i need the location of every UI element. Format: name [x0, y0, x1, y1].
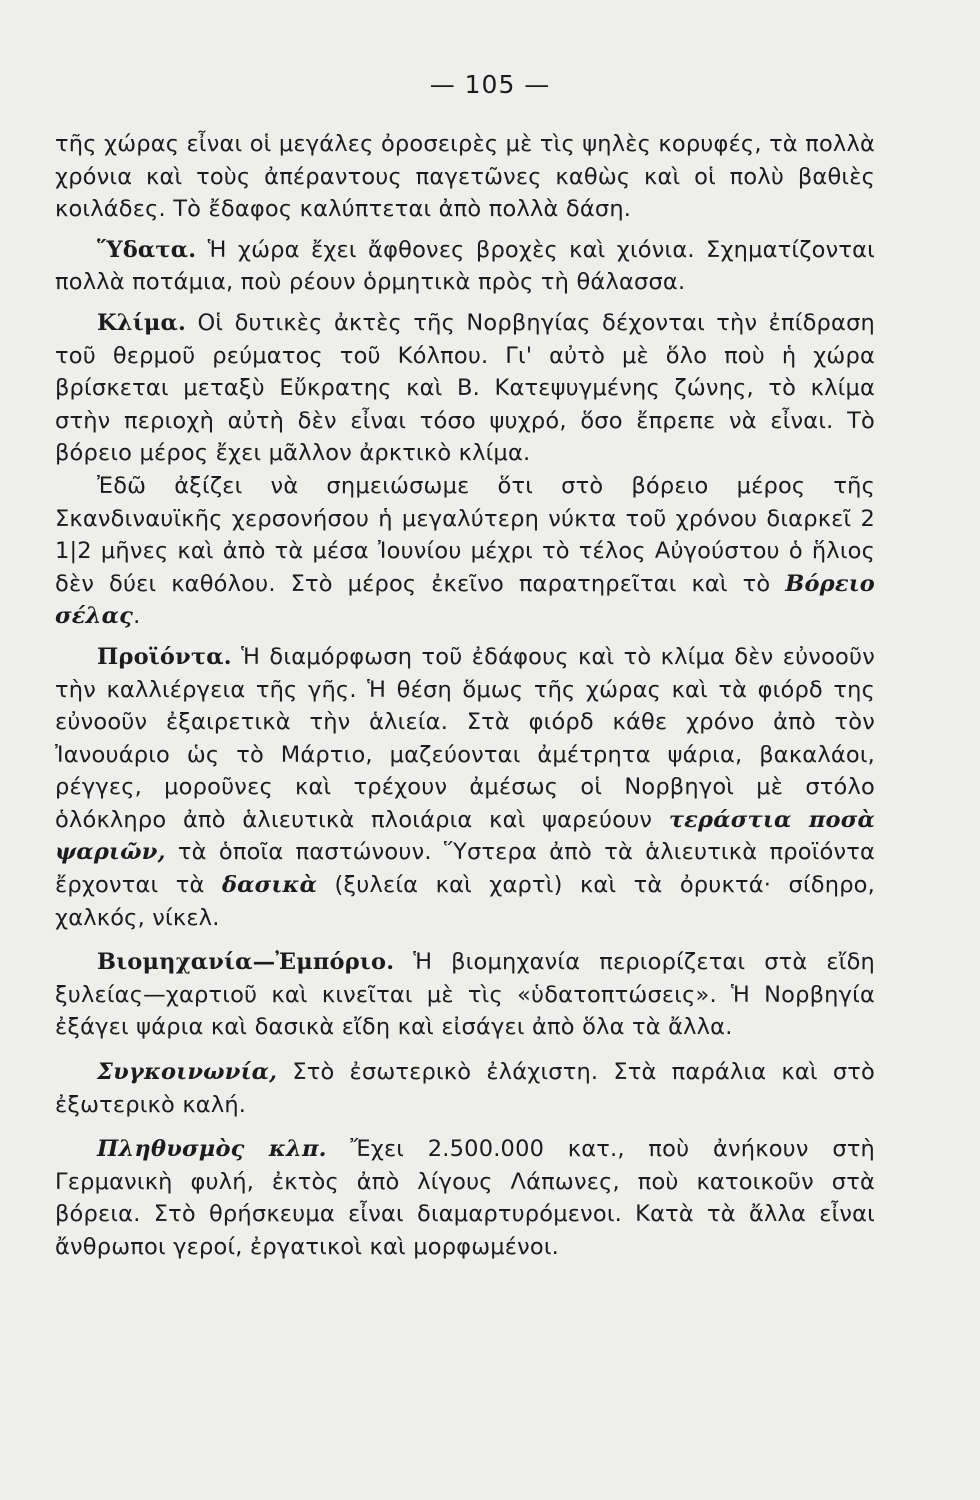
paragraph-climate-note-tail: .	[133, 603, 141, 630]
section-heading-products: Προϊόντα.	[97, 643, 232, 670]
paragraph-products	[55, 641, 875, 934]
section-heading-industry: Βιομηχανία—Ἐμπόριο.	[97, 949, 395, 976]
paragraph-population-text: Ἔχει 2.500.000 κατ., ποὺ ἀνήκουν στὴ Γερμανικὴ φυλή, ἐκτὸς ἀπὸ λίγους Λάπωνες, ποὺ κατοικοῦν στὰ βόρεια. Στὸ θρήσκευμα εἶναι διαμαρτυρόμενοι. Κατὰ τὰ ἄλλα εἶναι ἄνθρωποι γεροί, ἐργατικοὶ καὶ μορφωμένοι.	[55, 1136, 875, 1260]
emphasis-fish-quantities: τεράστια ποσὰ ψαριῶν,	[55, 806, 875, 866]
paragraph-climate-note	[55, 470, 875, 633]
page-number: — 105 —	[429, 70, 551, 99]
paragraph-population	[55, 1133, 875, 1263]
section-heading-population: Πληθυσμὸς κλπ.	[97, 1136, 327, 1163]
paragraph-products-text-2: τὰ ὁποῖα παστώνουν. Ὕστερα ἀπὸ τὰ ἁλιευτικὰ προϊόντα ἔρχονται τὰ	[55, 839, 875, 899]
body-text	[55, 128, 875, 1264]
paragraph-waters-text: Ἡ χώρα ἔχει ἄφθονες βροχὲς καὶ χιόνια. Σχηματίζονται πολλὰ ποτάμια, ποὺ ρέουν ὁρμητικὰ πρὸς τὴ θάλασσα.	[55, 236, 875, 296]
paragraph-products-text: Ἡ διαμόρφωση τοῦ ἐδάφους καὶ τὸ κλίμα δὲν εὐνοοῦν τὴν καλλιέργεια τῆς γῆς. Ἡ θέση ὅμως τῆς χώρας καὶ τὰ φιόρδ της εὐνοοῦν ἐξαιρετικὰ τὴν ἁλιεία. Στὰ φιόρδ κάθε χρόνο ἀπὸ τὸν Ἰανουάριο ὡς τὸ Μάρτιο, μαζεύονται ἀμέτρητα ψάρια, βακαλάοι, ρέγγες, μοροῦνες καὶ τρέχουν ἀμέσως οἱ Νορβηγοὶ μὲ στόλο ὁλόκληρο ἀπὸ ἁλιευτικὰ πλοιάρια καὶ ψαρεύουν	[55, 643, 875, 833]
emphasis-northern-lights: Βόρειο σέλας	[55, 570, 875, 630]
section-heading-transport: Συγκοινωνία,	[97, 1059, 278, 1086]
paragraph-climate-note-text: Ἐδῶ ἀξίζει νὰ σημειώσωμε ὅτι στὸ βόρειο μέρος τῆς Σκανδιναυϊκῆς χερσονήσου ἡ μεγαλύτερη νύκτα τοῦ χρόνου διαρκεῖ 2 1|2 μῆνες καὶ ἀπὸ τὰ μέσα Ἰουνίου μέχρι τὸ τέλος Αὐγούστου ὁ ἥλιος δὲν δύει καθόλου. Στὸ μέρος ἐκεῖνο παρατηρεῖται καὶ τὸ	[55, 472, 875, 597]
paragraph-climate-text: Οἱ δυτικὲς ἀκτὲς τῆς Νορβηγίας δέχονται τὴν ἐπίδραση τοῦ θερμοῦ ρεύματος τοῦ Κόλπου. Γι' αὐτὸ μὲ ὅλο ποὺ ἡ χώρα βρίσκεται μεταξὺ Εὔκρατης καὶ Β. Κατεψυγμένης ζώνης, τὸ κλίμα στὴν περιοχὴ αὐτὴ δὲν εἶναι τόσο ψυχρό, ὅσο ἔπρεπε νὰ εἶναι. Τὸ βόρειο μέρος ἔχει μᾶλλον ἀρκτικὸ κλίμα.	[55, 309, 875, 467]
paragraph-transport-text: Στὸ ἐσωτερικὸ ἐλάχιστη. Στὰ παράλια καὶ στὸ ἐξωτερικὸ καλή.	[55, 1059, 875, 1118]
paragraph-industry-text: Ἡ βιομηχανία περιορίζεται στὰ εἴδη ξυλείας—χαρτιοῦ καὶ κινεῖται μὲ τὶς «ὑδατοπτώσεις». Ἡ Νορβηγία ἐξάγει ψάρια καὶ δασικὰ εἴδη καὶ εἰσάγει ἀπὸ ὅλα τὰ ἄλλα.	[55, 949, 875, 1041]
paragraph-transport	[55, 1056, 875, 1121]
section-heading-climate: Κλίμα.	[97, 309, 187, 336]
paragraph-intro-text: τῆς χώρας εἶναι οἱ μεγάλες ὀροσειρὲς μὲ τὶς ψηλὲς κορυφές, τὰ πολλὰ χρόνια καὶ τοὺς ἀπέραντους παγετῶνες καθὼς καὶ οἱ πολὺ βαθιὲς κοιλάδες. Τὸ ἔδαφος καλύπτεται ἀπὸ πολλὰ δάση.	[55, 131, 875, 223]
paragraph-climate	[55, 307, 875, 470]
paragraph-industry	[55, 946, 875, 1044]
paragraph-products-tail: (ξυλεία καὶ χαρτὶ) καὶ τὰ ὀρυκτά· σίδηρο, χαλκός, νίκελ.	[55, 872, 875, 931]
section-heading-waters: Ὕδατα.	[97, 236, 197, 263]
emphasis-forest-products: δασικὰ	[221, 872, 318, 899]
paragraph-intro	[55, 128, 875, 226]
paragraph-waters	[55, 234, 875, 299]
